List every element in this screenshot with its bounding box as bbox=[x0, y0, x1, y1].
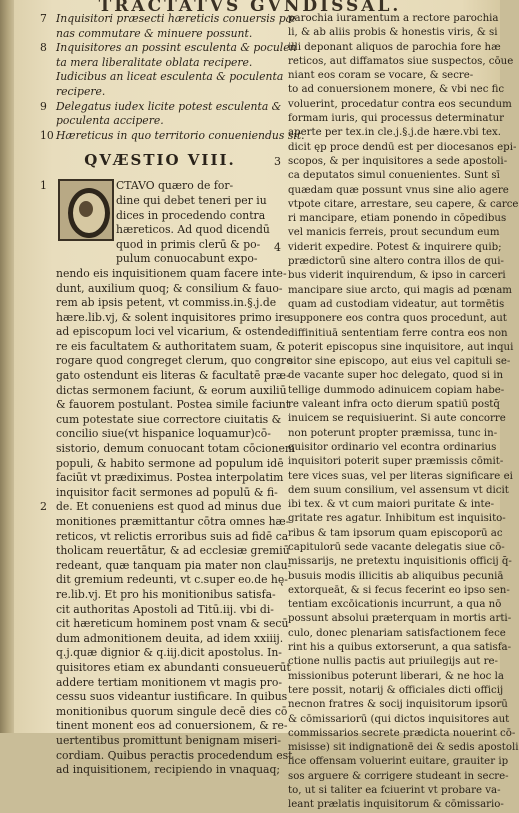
left-column bbox=[40, 12, 305, 778]
text-line: commissarios secrete prædicta nouerint cō- bbox=[288, 727, 516, 739]
paragraph-number: 4 bbox=[274, 241, 281, 254]
text-line: prædictorū sine altero contra illos de qui- bbox=[288, 256, 504, 268]
paragraph-2 bbox=[40, 500, 293, 777]
text-line: extorqueāt, & si fecus fecerint eo ipso sen- bbox=[288, 584, 510, 596]
text-line: quam ad custodiam videatur, aut tormētis bbox=[288, 298, 505, 310]
text-line: lice offensam voluerint euitare, grauiter ip bbox=[288, 756, 509, 768]
running-head: TRACTATVS GVNDISSAL. bbox=[98, 0, 402, 16]
text-line: rint his a quibus extorserunt, a qua satisfa- bbox=[288, 642, 512, 654]
text-line: sos arguere & corrigere studeant in secre- bbox=[288, 770, 509, 782]
toc-line: recipere. bbox=[56, 84, 106, 98]
toc-list bbox=[40, 12, 305, 143]
text-line: & cōmissariorū (qui dictos inquisitores aut bbox=[288, 713, 510, 725]
text-line: tere vices suas, vel per literas significare ei bbox=[288, 470, 513, 482]
text-line: missionibus poterunt liberari, & ne hoc la bbox=[288, 670, 504, 682]
text-line: ibi tex. & vt cum maiori puritate & inte- bbox=[288, 499, 495, 511]
text-line: ca deputatos simul conuenientes. Sunt sī bbox=[288, 170, 500, 182]
page-gutter-shadow bbox=[0, 0, 14, 733]
text-line: bus viderit inquirendum, & ipso in carceri bbox=[288, 270, 506, 282]
paragraph-number: 2 bbox=[40, 500, 47, 514]
section-heading: QVÆSTIO VIII. bbox=[84, 151, 236, 170]
toc-line: 8 Inquisitores an possint esculenta & poculen bbox=[40, 41, 297, 55]
right-column-text bbox=[288, 12, 519, 813]
paragraph-2-body: de. Et conueniens est quod ad minus due monitiones præmittantur cōtra omnes hæ- reticos, vt relictis erroribus suis ad fidē ca tholicam reuertātur, & ad ecclesiæ gremiū redeant, quæ tanquam pia mater non clau- dit gremium redeunti, vt c.super eo.de hę- re.lib.vj. Et pro his monitionibus satisfa- cit authoritas Apostoli ad Titū.iij. vbi di- cit hæreticum hominem post vnam & secū dum admonitionem deuita, ad idem xxiiij. q.j.quæ dignior & q.iij.dicit apostolus. In- quisitores etiam ex abundanti consueuerūt addere tertiam monitionem vt magis pro- cessu suos videantur iustificare. In quibus monitionibus quorum singule decē dies cō tinent monent eos ad conuersionem, & re- uertentibus promittunt benignam miseri- cordiam. Quibus peractis procedendum est ad inquisitionem, recipiendo in vnaquaq; bbox=[56, 500, 293, 777]
toc-num: 10 bbox=[40, 128, 54, 142]
text-line: vtpote citare, arrestare, seu capere, & carce bbox=[288, 198, 519, 210]
toc-num: 7 bbox=[40, 12, 47, 25]
text-line: viderit expedire. Potest & inquirere quib; bbox=[288, 241, 502, 253]
text-line: quædam quæ possunt vnus sine alio agere bbox=[288, 184, 509, 196]
text-line: li, & ab aliis probis & honestis viris, & si bbox=[288, 27, 498, 39]
toc-line: nas commutare & minuere possunt. bbox=[56, 26, 253, 40]
text-line: mancipare siue arcto, qui magis ad pœnam bbox=[288, 284, 512, 296]
text-line: supponere eos contra quos procedunt, aut bbox=[288, 313, 507, 325]
toc-line: ta mera liberalitate oblata recipere. bbox=[56, 55, 253, 69]
text-line: leant prælatis inquisitorum & cōmissario- bbox=[288, 799, 504, 811]
toc-line: 9 Delegatus iudex licite potest esculenta & bbox=[40, 99, 282, 113]
text-line: voluerint, procedatur contra eos secundum bbox=[288, 98, 512, 110]
text-line: busuis modis illicitis ab aliquibus pecuniā bbox=[288, 570, 504, 582]
text-line: to, ut si taliter ea fciuerint vt probare va- bbox=[288, 785, 501, 797]
text-line: missarijs, ne pretextu inquisitionis officij q̄- bbox=[288, 556, 512, 568]
text-line: de vacante super hoc delegato, quod si in bbox=[288, 370, 504, 382]
text-line: dem suum consilium, vel assensum vt dicit bbox=[288, 484, 509, 496]
paragraph-1 bbox=[40, 179, 296, 500]
text-line: scopos, & per inquisitores a sede apostoli- bbox=[288, 155, 508, 167]
text-line: parochia iuramentum a rectore parochia bbox=[288, 13, 499, 24]
text-line: inuicem se requisiuerint. Si aute concorre bbox=[288, 413, 506, 425]
text-line: possunt absolui præterquam in mortis arti- bbox=[288, 613, 512, 625]
text-line: capitulorū sede vacante delegatis siue cō- bbox=[288, 541, 505, 553]
text-beside-initial: CTAVO quæro de for- dine qui debet teneri per iu dices in procedendo contra hæreticos. Ad quod dicendū quod in primis clerū & po- pulum conuocabunt expo- bbox=[116, 179, 270, 266]
paragraph-1-body: nendo eis inquisitionem quam facere inte- dunt, auxilium quoq; & consilium & fauo- rem ab ipsis petent, vt commiss.in.§.j.de hære.lib.vj, & solent inquisitores primo ire ad episcopum loci vel vicarium, & ostende re eis facultatem & authoritatem suam, & rogare quod congreget clerum, quo congre gato ostendunt eis literas & facultatē præ- dictas sermonem faciunt, & eorum auxiliū & fauorem postulant. Postea simile faciunt cum potestate siue correctore ciuitatis & concilio siue(vt hispanice loquamur)cō- sistorio, demum conuocant totam cōcionem populi, & habito sermone ad populum idē faciūt vt prædiximus. Postea interpolatim inquisitor facit sermones ad populū & fi- bbox=[56, 266, 296, 499]
toc-num: 8 bbox=[40, 41, 47, 55]
text-line: poterit episcopus sine inquisitore, aut inqui bbox=[288, 341, 514, 353]
text-line: diffinitiuā sententiam ferre contra eos non bbox=[288, 327, 508, 339]
text-line: culo, donec plenariam satisfactionem fece bbox=[288, 627, 506, 639]
text-line: necnon fratres & socij inquisitorum ipsorū bbox=[288, 699, 508, 711]
text-line: niant eos coram se vocare, & secre- bbox=[288, 70, 474, 82]
text-line: illi deponant aliquos de parochia fore hæ bbox=[288, 41, 501, 53]
decorated-initial-letter bbox=[58, 179, 114, 241]
paragraph-number: 3 bbox=[274, 155, 281, 168]
toc-num: 9 bbox=[40, 99, 47, 113]
text-line: tere possit, notarij & officiales dicti officij bbox=[288, 684, 504, 696]
right-column bbox=[274, 12, 519, 813]
text-line: tellige dummodo adinuicem copiam habe- bbox=[288, 384, 505, 396]
text-line: gritate res agatur. Inhibitum est inquisito- bbox=[288, 513, 506, 525]
toc-line: 7 Inquisitori præsecti hæreticis conuersis pæ bbox=[40, 12, 296, 25]
text-line: quisitor ordinario vel econtra ordinarius bbox=[288, 441, 497, 453]
text-line: reticos, aut diffamatos siue suspectos, cōue bbox=[288, 55, 514, 67]
toc-line: poculenta accipere. bbox=[56, 114, 164, 128]
text-line: dicit ęp proce dendū est per diocesanos epi- bbox=[288, 141, 517, 153]
text-line: ri mancipare, etiam ponendo in cōpedibus bbox=[288, 213, 507, 225]
text-line: ctione nullis pactis aut priuilegijs aut re- bbox=[288, 656, 498, 668]
text-line: aperte per tex.in cle.j.§.j.de hære.vbi tex. bbox=[288, 127, 501, 139]
text-line: ribus & tam ipsorum quam episcoporū ac bbox=[288, 527, 503, 539]
toc-line: Iudicibus an liceat esculenta & poculenta bbox=[56, 70, 284, 84]
text-line: vel manicis ferreis, prout secundum eum bbox=[288, 227, 500, 239]
text-line: to ad conuersionem monere, & vbi nec fic bbox=[288, 84, 505, 96]
text-line: misisse) sit indignationē dei & sedis apostoli bbox=[288, 742, 519, 754]
text-line: inquisitori poterit super præmissis cōmit- bbox=[288, 456, 504, 468]
toc-line: 10 Hæreticus in quo territorio conueniendus sit. bbox=[40, 128, 305, 142]
text-line: formam iuris, qui processus determinatur bbox=[288, 113, 505, 125]
text-line: sitor sine episcopo, aut eius vel capituli se- bbox=[288, 356, 511, 368]
paragraph-number: 1 bbox=[40, 179, 47, 193]
text-line: re valeant infra octo dierum spatiū postq̄ bbox=[288, 399, 500, 411]
text-line: tentiam excōicationis incurrunt, a qua nō bbox=[288, 599, 502, 611]
text-line: non poterunt propter præmissa, tunc in- bbox=[288, 427, 498, 439]
